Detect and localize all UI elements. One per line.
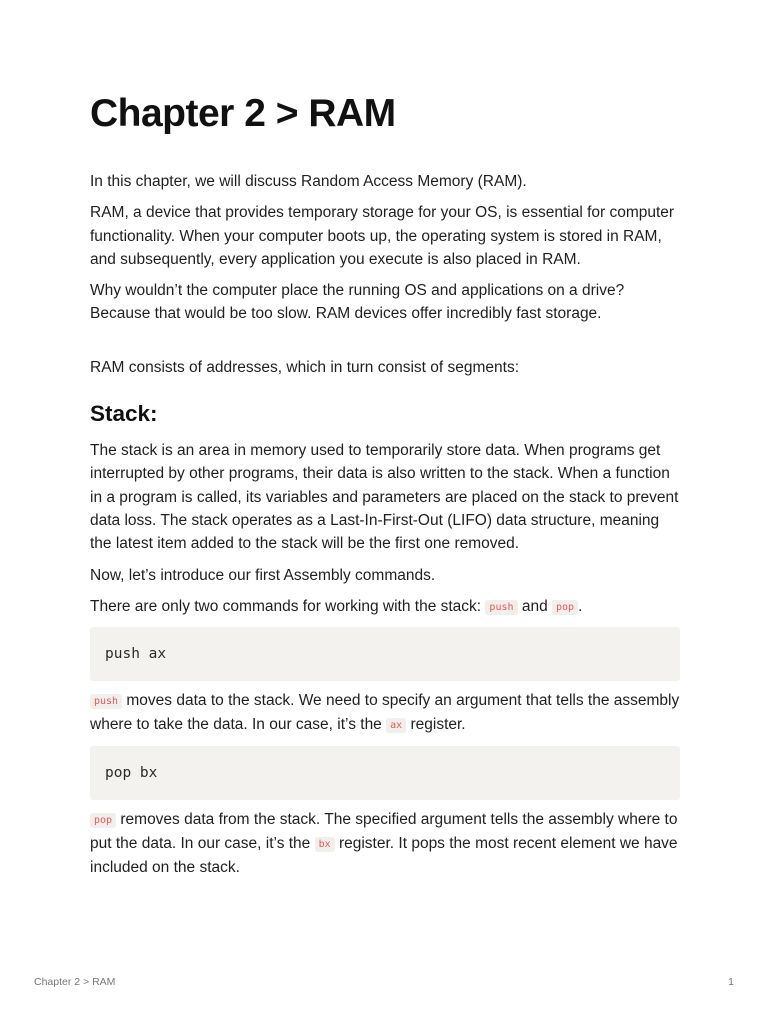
footer-chapter-label: Chapter 2 > RAM bbox=[34, 976, 116, 988]
text-segment: There are only two commands for working with the stack: bbox=[90, 597, 486, 615]
code-block-pop bbox=[90, 746, 680, 800]
inline-code-push: push bbox=[485, 600, 517, 615]
intro-paragraph-1: In this chapter, we will discuss Random Access Memory (RAM). bbox=[90, 173, 527, 190]
text-segment: . bbox=[578, 597, 583, 615]
code-line: pop bx bbox=[105, 764, 158, 781]
inline-code-pop: pop bbox=[552, 600, 578, 615]
stack-paragraph-4 bbox=[90, 689, 680, 738]
inline-code-bx: bx bbox=[315, 837, 335, 852]
text-segment: moves data to the stack. We need to specify an argument that tells the assembly where to take the data. In our case, it’s the bbox=[90, 692, 680, 734]
code-block-push bbox=[90, 627, 680, 681]
text-segment: and bbox=[517, 597, 552, 615]
stack-paragraph-2: Now, let’s introduce our first Assembly commands. bbox=[90, 566, 436, 584]
text-segment: register. It pops the most recent element we have included on the stack. bbox=[90, 835, 678, 877]
text-segment: register. bbox=[406, 716, 466, 734]
stack-paragraph-5 bbox=[90, 808, 680, 880]
document-page bbox=[90, 88, 680, 888]
stack-paragraph-3 bbox=[90, 595, 680, 619]
code-line: push ax bbox=[105, 646, 167, 663]
inline-code-push: push bbox=[90, 694, 122, 709]
intro-paragraph-3: Why wouldn’t the computer place the running OS and applications on a drive? Because that would be too slow. RAM devices offer incredibly fast storage. bbox=[90, 282, 625, 323]
intro-section bbox=[90, 170, 680, 379]
page-title: Chapter 2 > RAM bbox=[90, 92, 396, 135]
inline-code-ax: ax bbox=[386, 718, 406, 733]
stack-paragraph-1: The stack is an area in memory used to temporarily store data. When programs get interrupted by other programs, their data is also written to the stack. When a function in a program is called, its variables and parameters are placed on the stack to prevent data loss. The stack operates as a Last-In-First-Out (LIFO) data structure, meaning the latest item added to the stack will be the first one removed. bbox=[90, 442, 679, 553]
intro-paragraph-2: RAM, a device that provides temporary storage for your OS, is essential for computer functionality. When your computer boots up, the operating system is stored in RAM, and subsequently, every application you execute is also placed in RAM. bbox=[90, 204, 675, 268]
text-segment: removes data from the stack. The specified argument tells the assembly where to put the data. In our case, it’s the bbox=[90, 810, 678, 853]
footer-page-number: 1 bbox=[728, 976, 734, 988]
stack-heading: Stack: bbox=[90, 401, 158, 427]
inline-code-pop: pop bbox=[90, 813, 116, 828]
intro-paragraph-4: RAM consists of addresses, which in turn consist of segments: bbox=[90, 358, 520, 376]
